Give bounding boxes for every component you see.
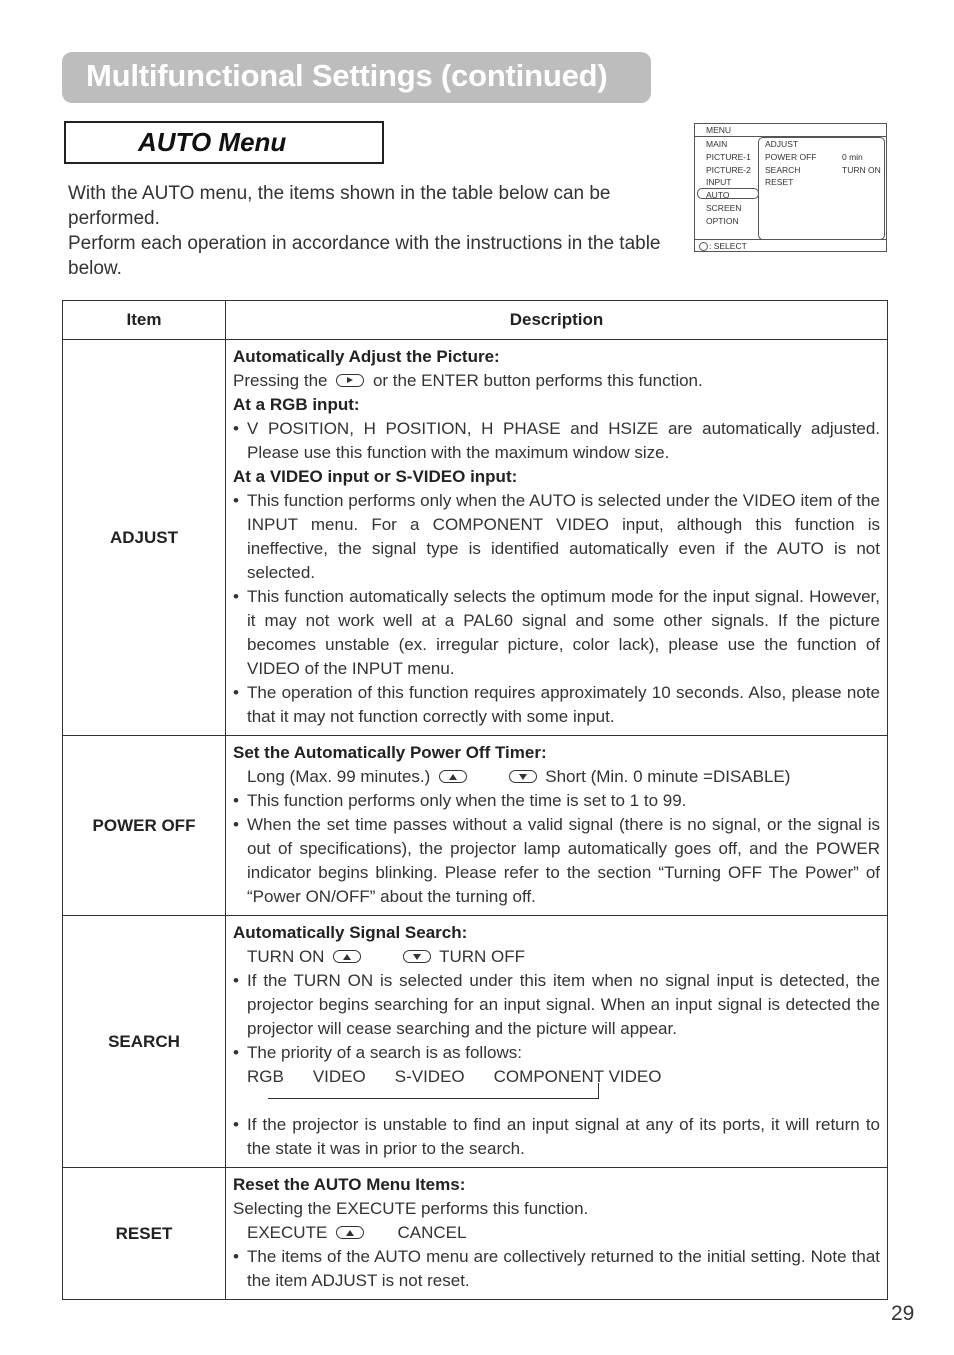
page-number: 29 <box>891 1302 915 1325</box>
list-item: • If the TURN ON is selected under this item when no signal input is detected, the projector begins searching for an input signal. When an input signal is detected the projector will cease searching and the picture will appear. <box>233 971 880 1038</box>
up-arrow-button-icon <box>336 1226 364 1239</box>
table-row <box>63 916 888 1168</box>
reset-options <box>233 1221 880 1245</box>
intro-paragraph-1: With the AUTO menu, the items shown in the table below can be performed. <box>68 183 611 229</box>
search-options <box>233 945 880 969</box>
table-row <box>63 340 888 736</box>
up-arrow-button-icon <box>333 950 361 963</box>
page-title: Multifunctional Settings (continued) <box>86 58 608 93</box>
reset-heading: Reset the AUTO Menu Items: <box>233 1175 466 1194</box>
menu-item-main: MAIN <box>706 139 728 149</box>
submenu-item-adjust: ADJUST <box>765 139 799 149</box>
adjust-line <box>233 369 880 393</box>
menu-item-picture-1: PICTURE-1 <box>706 151 751 162</box>
intro-text <box>68 181 674 281</box>
adjust-heading: Automatically Adjust the Picture: <box>233 347 500 366</box>
rgb-heading: At a RGB input: <box>233 395 360 414</box>
menu-item-picture-2: PICTURE-2 <box>706 164 751 175</box>
table-header-row <box>63 301 888 340</box>
intro-paragraph-2: Perform each operation in accordance with the instructions in the table below. <box>68 233 661 279</box>
option-turn-off: TURN OFF <box>439 947 526 966</box>
submenu-item-power-off: POWER OFF <box>765 151 817 162</box>
auto-menu-table <box>62 300 888 1300</box>
table-row <box>63 736 888 916</box>
table-row <box>63 1168 888 1300</box>
header-item: Item <box>63 301 226 340</box>
item-adjust: ADJUST <box>63 340 226 736</box>
list-item: • When the set time passes without a valid signal (there is no signal, or the signal is out of specifications), the projector lamp automatically goes off, and the POWER indicator begins blinking. Please refer to the section “Turning OFF The Power” of “Power ON/OFF” about the turning off. <box>233 815 880 906</box>
section-title: AUTO Menu <box>138 127 287 157</box>
range-right: Short (Min. 0 minute =DISABLE) <box>545 767 791 786</box>
option-execute: EXECUTE <box>247 1223 328 1242</box>
adjust-line-b: or the ENTER button performs this function. <box>372 371 703 390</box>
reset-line: Selecting the EXECUTE performs this function. <box>233 1199 589 1218</box>
search-priority <box>233 1065 880 1089</box>
list-item: • If the projector is unstable to find an input signal at any of its ports, it will return to the state it was in prior to the search. <box>233 1115 880 1158</box>
list-item: • The operation of this function requires approximately 10 seconds. Also, please note that it may not function correctly with some input. <box>233 683 880 726</box>
joystick-icon <box>699 242 708 251</box>
priority-video: VIDEO <box>312 1067 366 1086</box>
video-heading: At a VIDEO input or S-VIDEO input: <box>233 467 518 486</box>
option-turn-on: TURN ON <box>247 947 325 966</box>
title-banner <box>62 52 651 103</box>
description-search <box>226 916 888 1168</box>
submenu-item-reset: RESET <box>765 177 794 188</box>
priority-loop-arrow <box>233 1089 880 1113</box>
down-arrow-button-icon <box>403 950 431 963</box>
menu-selection-highlight <box>697 188 759 199</box>
menu-item-screen: SCREEN <box>706 202 742 213</box>
up-arrow-button-icon <box>439 770 467 783</box>
submenu-item-search: SEARCH <box>765 164 801 175</box>
search-value: TURN ON <box>842 164 881 175</box>
menu-left-list <box>706 138 751 228</box>
power-off-heading: Set the Automatically Power Off Timer: <box>233 743 547 762</box>
right-arrow-button-icon <box>336 374 364 387</box>
option-cancel: CANCEL <box>397 1223 467 1242</box>
priority-s-video: S-VIDEO <box>394 1067 465 1086</box>
down-arrow-button-icon <box>509 770 537 783</box>
item-reset: RESET <box>63 1168 226 1300</box>
description-reset <box>226 1168 888 1300</box>
menu-values <box>842 151 881 177</box>
menu-item-auto: AUTO <box>706 190 730 201</box>
priority-rgb: RGB <box>247 1067 284 1086</box>
list-item: • This function performs only when the AUTO is selected under the VIDEO item of the INPUT menu. For a COMPONENT VIDEO input, although this function is ineffective, the signal type is identified automatically even if the AUTO is not selected. <box>233 491 880 582</box>
description-adjust <box>226 340 888 736</box>
item-power-off: POWER OFF <box>63 736 226 916</box>
menu-item-input: INPUT <box>706 177 732 188</box>
priority-component-video: COMPONENT VIDEO <box>493 1067 662 1086</box>
section-title-box <box>64 121 384 164</box>
description-power-off <box>226 736 888 916</box>
menu-screenshot <box>694 123 887 252</box>
menu-title: MENU <box>706 125 732 135</box>
power-off-value: 0 min <box>842 152 863 162</box>
list-item: • V POSITION, H POSITION, H PHASE and HSIZE are automatically adjusted. Please use this function with the maximum window size. <box>233 419 880 462</box>
search-heading: Automatically Signal Search: <box>233 923 468 942</box>
header-description: Description <box>226 301 888 340</box>
power-off-range <box>233 765 880 789</box>
list-item: • The priority of a search is as follows: <box>233 1043 522 1062</box>
menu-item-option: OPTION <box>706 215 739 226</box>
list-item: • This function automatically selects the optimum mode for the input signal. However, it may not work well at a PAL60 signal and some other signals. If the picture becomes unstable (ex. irregular picture, color lack), please use the function of VIDEO of the INPUT menu. <box>233 587 880 678</box>
menu-right-list <box>765 138 816 189</box>
list-item: • This function performs only when the time is set to 1 to 99. <box>233 791 687 810</box>
adjust-line-a: Pressing the <box>233 371 328 390</box>
menu-footer <box>699 240 747 253</box>
range-left: Long (Max. 99 minutes.) <box>247 767 431 786</box>
item-search: SEARCH <box>63 916 226 1168</box>
menu-footer-label: : SELECT <box>709 241 747 251</box>
list-item: • The items of the AUTO menu are collectively returned to the initial setting. Note that the item ADJUST is not reset. <box>233 1247 880 1290</box>
